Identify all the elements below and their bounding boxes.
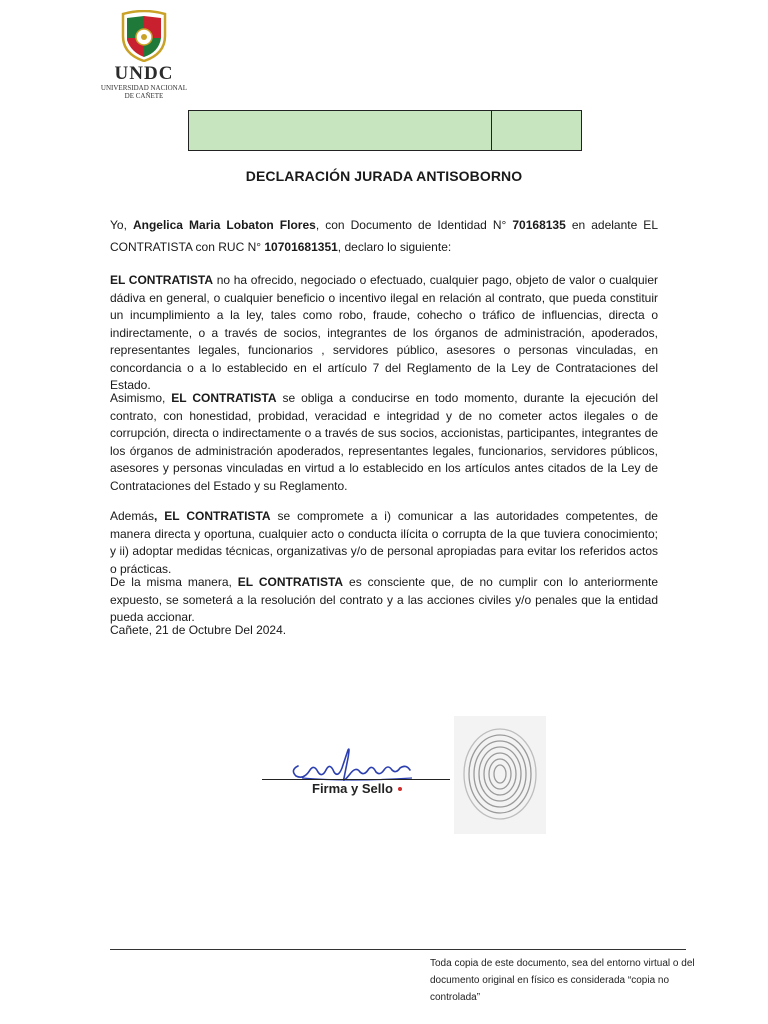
- footer-divider: [110, 949, 686, 950]
- fingerprint-image: [454, 716, 546, 834]
- logo-acronym: UNDC: [114, 63, 174, 84]
- logo-subtitle-line2: DE CAÑETE: [124, 92, 164, 100]
- paragraph-commitment: Además, EL CONTRATISTA se compromete a i) comunicar a las autoridades competentes, de manera directa y oportuna, cualquier acto o conducta ilícita o corrupta de la que tuviera conocimiento; y ii) adoptar medidas técnicas, organizativas y/o de personal apropiadas para evitar los referidos actos o prácticas.: [110, 509, 658, 576]
- logo-subtitle-line1: UNIVERSIDAD NACIONAL: [100, 84, 188, 92]
- document-title: DECLARACIÓN JURADA ANTISOBORNO: [245, 168, 523, 184]
- university-logo: [98, 10, 190, 106]
- shield-crest-icon: [119, 10, 169, 62]
- handwritten-signature: [288, 744, 418, 784]
- date-line: Cañete, 21 de Octubre Del 2024.: [110, 623, 287, 637]
- header-version-cell: [492, 111, 581, 150]
- header-code-cell: [189, 111, 492, 150]
- red-dot-mark: [398, 787, 402, 791]
- intro-paragraph: Yo, Angelica Maria Lobaton Flores, con Documento de Identidad N° 70168135 en adelante EL CONTRATISTA con RUC N° 10701681351, declaro lo siguiente:: [110, 218, 658, 254]
- footer-disclaimer: Toda copia de este documento, sea del entorno virtual o del documento original en físico es considerada “copia no controlada”: [430, 958, 695, 1003]
- dni-number: 70168135: [512, 218, 566, 232]
- header-code-table: [188, 110, 582, 151]
- paragraph-obligation: Asimismo, EL CONTRATISTA se obliga a conducirse en todo momento, durante la ejecución del contrato, con honestidad, probidad, veracidad e integridad y de no cometer actos ilegales o de corrupción, directa o indirectamente o a través de sus socios, accionistas, participantes, integrantes de los órganos de administración apoderados, representantes legales, funcionarios, servidores públicos, asesores y personas vinculadas en virtud a lo establecido en los artículos antes citados de la Ley de Contrataciones del Estado y su Reglamento.: [110, 391, 658, 493]
- signature-line: [262, 779, 450, 780]
- paragraph-no-bribery: EL CONTRATISTA no ha ofrecido, negociado o efectuado, cualquier pago, objeto de valor o cualquier dádiva en general, o cualquier beneficio o incentivo ilegal en relación al contrato, que pueda constituir un incumplimiento a la ley, tales como robo, fraude, cohecho o tráfico de influencias, directa o indirectamente, o a través de socios, integrantes de los órganos de administración, apoderados, representantes legales, funcionarios , servidores público, asesores o personas vinculadas, en concordancia o a lo establecido en el artículo 7 del Reglamento de la Ley de Contrataciones del Estado.: [110, 273, 658, 392]
- ruc-number: 10701681351: [264, 240, 338, 254]
- paragraph-consequences: De la misma manera, EL CONTRATISTA es consciente que, de no cumplir con lo anteriormente expuesto, se someterá a la resolución del contrato y a las acciones civiles y/o penales que la entidad pueda accionar.: [110, 575, 659, 624]
- declarant-name: Angelica Maria Lobaton Flores: [132, 218, 316, 232]
- signature-label: Firma y Sello: [312, 781, 393, 796]
